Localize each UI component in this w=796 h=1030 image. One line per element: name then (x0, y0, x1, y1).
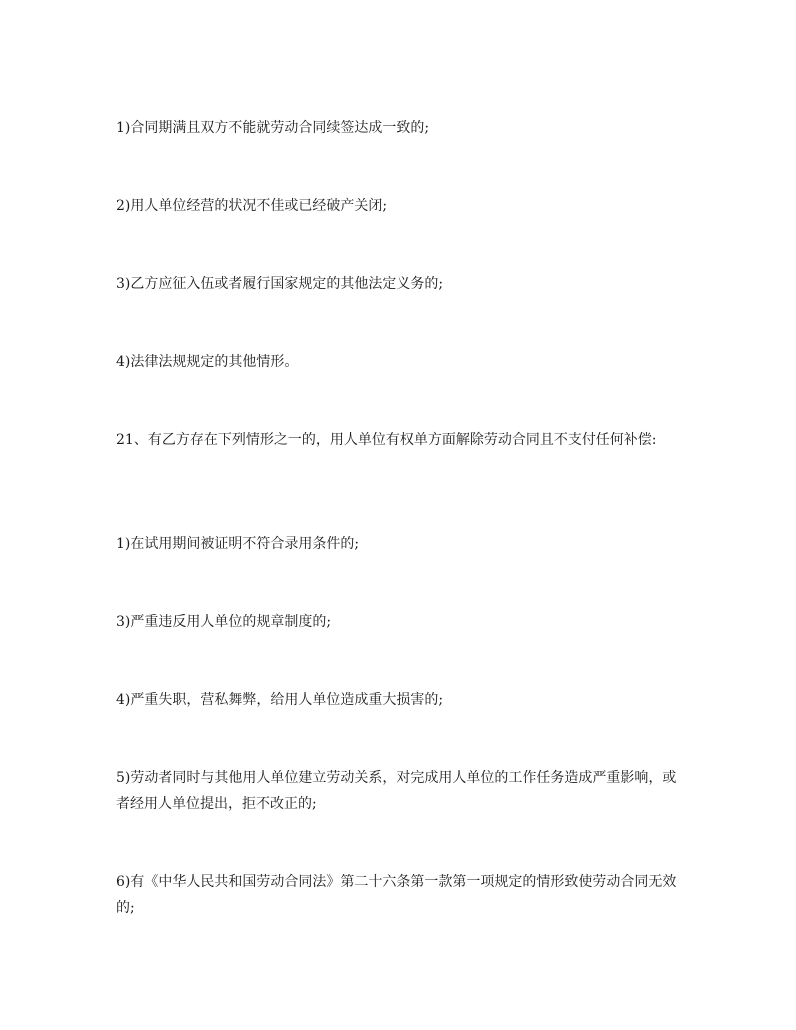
clause-item-4-other-legal-cases: 4)法律法规规定的其他情形。 (116, 354, 299, 370)
clause-21-item-4-dereliction: 4)严重失职，营私舞弊，给用人单位造成重大损害的; (116, 692, 444, 708)
clause-item-1-contract-expiry: 1)合同期满且双方不能就劳动合同续签达成一致的; (116, 120, 430, 136)
clause-21-item-3-rule-violation: 3)严重违反用人单位的规章制度的; (116, 614, 332, 630)
clause-21-heading: 21、有乙方存在下列情形之一的，用人单位有权单方面解除劳动合同且不支付任何补偿: (116, 432, 657, 448)
clause-21-item-5-concurrent-employment: 5)劳动者同时与其他用人单位建立劳动关系，对完成用人单位的工作任务造成严重影响，或者经用人单位提出，拒不改正的; (116, 770, 677, 812)
clause-item-2-business-closure: 2)用人单位经营的状况不佳或已经破产关闭; (116, 198, 388, 214)
clause-21-item-1-probation: 1)在试用期间被证明不符合录用条件的; (116, 536, 360, 552)
clause-21-item-6-invalid-contract: 6)有《中华人民共和国劳动合同法》第二十六条第一款第一项规定的情形致使劳动合同无效的; (116, 874, 677, 916)
clause-item-3-military-service: 3)乙方应征入伍或者履行国家规定的其他法定义务的; (116, 276, 444, 292)
